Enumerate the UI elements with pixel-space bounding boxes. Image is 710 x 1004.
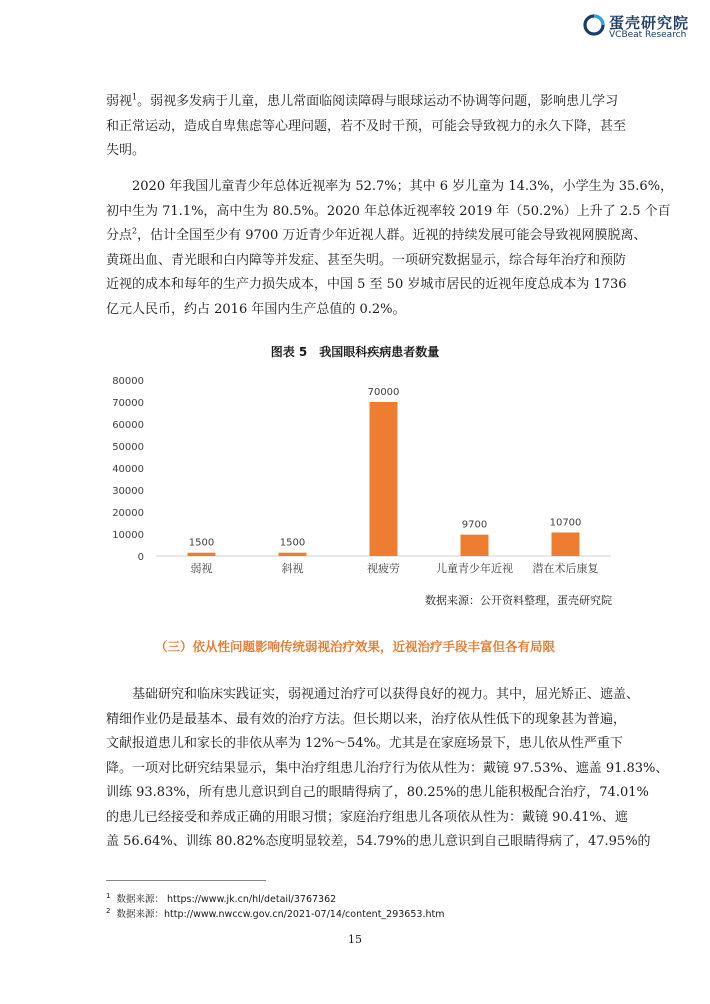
page-number: 15 [348, 933, 362, 946]
y-tick-label: 30000 [112, 486, 144, 497]
company-logo [583, 12, 698, 42]
text-line: 分点$^2$，估计全国至少有 9700 万近青少年近视人群。近视的持续发展可能会导致视网膜脱离、 [106, 226, 647, 243]
category-label: 视疲劳 [367, 562, 400, 575]
bar-0 [188, 553, 216, 556]
paragraph-myopia-stats [106, 175, 674, 322]
category-label: 斜视 [281, 562, 304, 575]
bar-4 [552, 532, 580, 556]
data-label: 1500 [188, 537, 215, 549]
bar-2 [370, 402, 398, 556]
footnote-2: $^2$ 数据来源：http://www.nwccw.gov.cn/2021-07/14/content_293653.htm [106, 906, 445, 920]
text-line: 精细作业仍是最基本、最有效的治疗方法。但长期以来，治疗依从性低下的现象甚为普遍， [106, 711, 627, 727]
y-tick-label: 20000 [112, 508, 144, 519]
footnote-ref: 1 [132, 92, 138, 102]
text-line: 2020 年我国儿童青少年总体近视率为 52.7%；其中 6 岁儿童为 14.3%，小学生为 35.6%， [132, 179, 674, 194]
logo-subtitle: VCBeat Research [609, 30, 687, 40]
paragraph-compliance [106, 683, 669, 855]
footnote-1: $^1$ 数据来源： https://www.jk.cn/hl/detail/3767362 [106, 891, 337, 905]
y-tick-label: 70000 [112, 398, 144, 409]
y-tick-label: 40000 [112, 464, 144, 475]
text-line: 的患儿已经接受和养成正确的用眼习惯；家庭治疗组患儿各项依从性为：戴镜 90.41%、遮 [106, 809, 628, 825]
text-line: 基础研究和临床实践证实，弱视通过治疗可以获得良好的视力。其中，屈光矫正、遮盖、 [132, 687, 640, 702]
paragraph-amblyopia-intro [106, 90, 627, 164]
eye-disease-bar-chart [106, 366, 612, 586]
footnote-divider [106, 880, 266, 881]
text-line: 盖 56.64%、训练 80.82%态度明显较差，54.79%的患儿意识到自己眼睛得病了，47.95%的 [106, 834, 651, 849]
bar-1 [279, 553, 307, 556]
category-label: 弱视 [190, 562, 213, 575]
data-label: 10700 [549, 517, 582, 529]
category-label: 儿童青少年近视 [436, 562, 513, 575]
text-line: 亿元人民币，约占 2016 年国内生产总值的 0.2%。 [106, 301, 406, 317]
y-tick-label: 10000 [112, 530, 144, 541]
text-line: 文献报道患儿和家长的非依从率为 12%～54%。尤其是在家庭场景下，患儿依从性严重下 [106, 736, 623, 751]
data-label: 1500 [279, 537, 306, 549]
data-label: 9700 [461, 519, 488, 531]
y-tick-label: 50000 [112, 442, 144, 453]
text-line: 初中生为 71.1%，高中生为 80.5%。2020 年总体近视率较 2019 年（50.2%）上升了 2.5 个百 [106, 203, 671, 219]
text-line: 近视的成本和每年的生产力损失成本，中国 5 至 50 岁城市居民的近视年度总成本为 1736 [106, 277, 627, 292]
footnote-ref: 2 [132, 226, 138, 236]
y-tick-label: 80000 [112, 376, 144, 387]
bar-3 [461, 535, 489, 556]
text-line: 黄斑出血、青光眼和白内障等并发症、甚至失明。一项研究数据显示，综合每年治疗和预防 [106, 252, 627, 268]
chart-title: 图表 5 我国眼科疾病患者数量 [270, 345, 440, 359]
text-line: 训练 93.83%，所有患儿意识到自己的眼睛得病了，80.25%的患儿能积极配合治疗，74.01% [106, 785, 649, 800]
y-tick-label: 60000 [112, 420, 144, 431]
text-line: 和正常运动，造成自卑焦虑等心理问题，若不及时干预，可能会导致视力的永久下降，甚至 [106, 118, 627, 134]
y-tick-label: 0 [137, 552, 144, 563]
chart-source: 数据来源：公开资料整理，蛋壳研究院 [425, 594, 612, 607]
eggshell-logo-icon [583, 14, 605, 36]
text-line: 失明。 [106, 143, 146, 158]
section-heading: （三）依从性问题影响传统弱视治疗效果，近视治疗手段丰富但各有局限 [154, 639, 555, 654]
logo-name: 蛋壳研究院 [609, 14, 690, 32]
category-label: 潜在术后康复 [532, 562, 599, 575]
text-line: 降。一项对比研究结果显示，集中治疗组患儿治疗行为依从性为：戴镜 97.53%、遮盖 91.83%、 [106, 760, 669, 776]
text-line: 弱视$^1$。弱视多发病于儿童，患儿常面临阅读障碍与眼球运动不协调等问题，影响患儿学习 [106, 92, 619, 109]
data-label: 70000 [367, 387, 400, 398]
